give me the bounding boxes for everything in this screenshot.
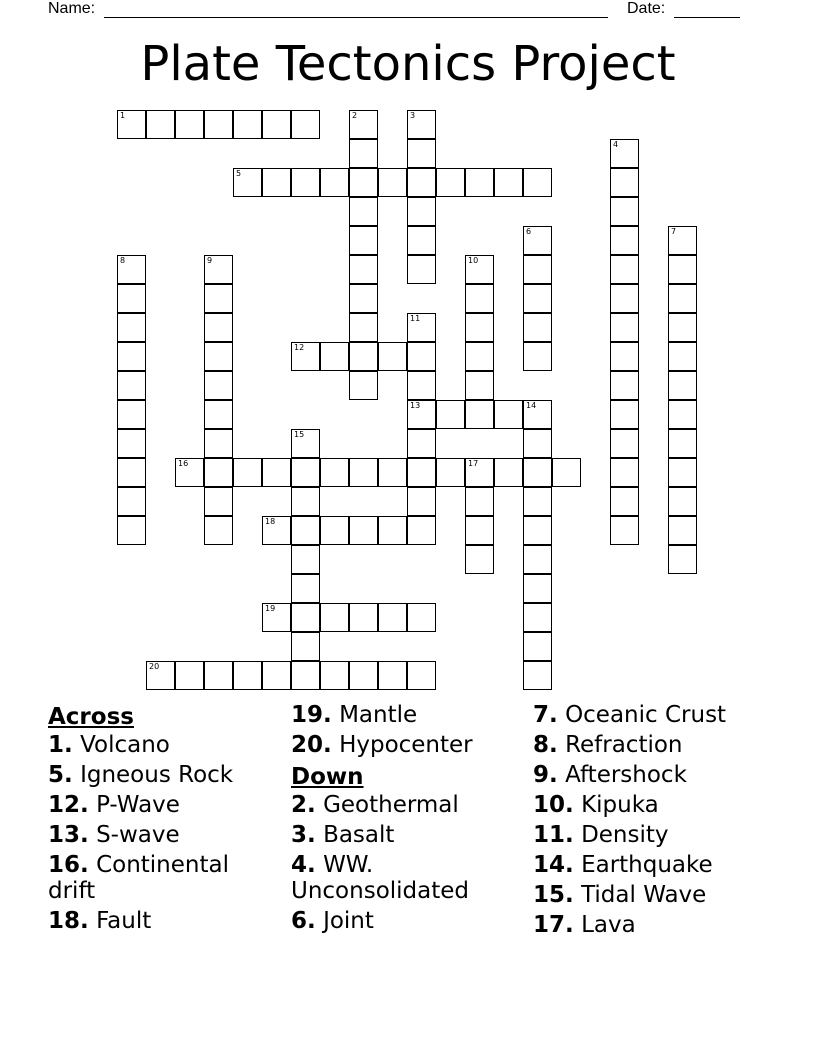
grid-cell[interactable] xyxy=(349,516,378,545)
grid-cell[interactable] xyxy=(320,458,349,487)
cell-number: 18 xyxy=(265,517,276,526)
grid-cell[interactable] xyxy=(523,342,552,371)
grid-cell[interactable] xyxy=(407,168,436,197)
grid-cell[interactable] xyxy=(494,458,523,487)
cell-number: 13 xyxy=(410,401,421,410)
grid-cell[interactable] xyxy=(668,458,697,487)
clue-text: Fault xyxy=(96,908,152,934)
grid-cell[interactable] xyxy=(407,197,436,226)
grid-cell[interactable] xyxy=(407,516,436,545)
grid-cell[interactable] xyxy=(668,284,697,313)
grid-cell[interactable] xyxy=(407,400,436,429)
grid-cell[interactable] xyxy=(494,168,523,197)
grid-cell[interactable] xyxy=(610,487,639,516)
grid-cell[interactable] xyxy=(465,516,494,545)
grid-cell[interactable] xyxy=(291,342,320,371)
clue-number: 20. xyxy=(291,732,332,758)
grid-cell[interactable] xyxy=(465,400,494,429)
clue-number: 2. xyxy=(291,792,316,818)
grid-cell[interactable] xyxy=(349,284,378,313)
clue-across-5 xyxy=(48,762,278,792)
grid-cell[interactable] xyxy=(233,168,262,197)
clue-number: 9. xyxy=(533,762,558,788)
grid-cell[interactable] xyxy=(610,255,639,284)
grid-cell[interactable] xyxy=(378,458,407,487)
clue-down-17 xyxy=(533,912,803,942)
grid-cell[interactable] xyxy=(668,342,697,371)
clue-across-12 xyxy=(48,792,278,822)
grid-cell[interactable] xyxy=(407,661,436,690)
grid-cell[interactable] xyxy=(204,458,233,487)
clue-number: 18. xyxy=(48,908,89,934)
grid-cell[interactable] xyxy=(407,226,436,255)
cell-number: 8 xyxy=(120,256,126,265)
clue-number: 19. xyxy=(291,702,332,728)
grid-cell[interactable] xyxy=(291,545,320,574)
clue-text: P-Wave xyxy=(96,792,180,818)
grid-cell[interactable] xyxy=(320,661,349,690)
grid-cell[interactable] xyxy=(465,371,494,400)
grid-cell[interactable] xyxy=(378,342,407,371)
clue-across-13 xyxy=(48,822,278,852)
clue-number: 8. xyxy=(533,732,558,758)
grid-cell[interactable] xyxy=(668,226,697,255)
grid-cell[interactable] xyxy=(465,458,494,487)
grid-cell[interactable] xyxy=(291,487,320,516)
grid-cell[interactable] xyxy=(349,342,378,371)
grid-cell[interactable] xyxy=(436,168,465,197)
grid-cell[interactable] xyxy=(523,632,552,661)
grid-cell[interactable] xyxy=(349,313,378,342)
grid-cell[interactable] xyxy=(523,400,552,429)
grid-cell[interactable] xyxy=(378,516,407,545)
clue-text: Basalt xyxy=(323,822,395,848)
grid-cell[interactable] xyxy=(436,400,465,429)
cell-number: 5 xyxy=(236,169,242,178)
clue-text: Aftershock xyxy=(565,762,687,788)
clue-down-6 xyxy=(291,908,521,938)
grid-cell[interactable] xyxy=(349,226,378,255)
clue-text: Refraction xyxy=(565,732,683,758)
grid-cell[interactable] xyxy=(349,371,378,400)
grid-cell[interactable] xyxy=(610,429,639,458)
grid-cell[interactable] xyxy=(610,458,639,487)
grid-cell[interactable] xyxy=(320,342,349,371)
grid-cell[interactable] xyxy=(291,632,320,661)
clue-text: Mantle xyxy=(339,702,418,728)
grid-cell[interactable] xyxy=(407,429,436,458)
grid-cell[interactable] xyxy=(407,139,436,168)
grid-cell[interactable] xyxy=(407,603,436,632)
grid-cell[interactable] xyxy=(233,661,262,690)
clue-column-3 xyxy=(533,702,803,942)
clue-number: 13. xyxy=(48,822,89,848)
clue-across-16 xyxy=(48,852,278,908)
name-label: Name: xyxy=(48,0,96,17)
grid-cell[interactable] xyxy=(291,429,320,458)
grid-cell[interactable] xyxy=(291,458,320,487)
clue-number: 7. xyxy=(533,702,558,728)
grid-cell[interactable] xyxy=(465,313,494,342)
page-title: Plate Tectonics Project xyxy=(140,36,676,92)
grid-cell[interactable] xyxy=(523,226,552,255)
clue-text: Kipuka xyxy=(581,792,659,818)
clue-number: 15. xyxy=(533,882,574,908)
grid-cell[interactable] xyxy=(117,371,146,400)
grid-cell[interactable] xyxy=(610,284,639,313)
clue-number: 10. xyxy=(533,792,574,818)
grid-cell[interactable] xyxy=(117,313,146,342)
grid-cell[interactable] xyxy=(349,603,378,632)
clue-text: Volcano xyxy=(80,732,170,758)
grid-cell[interactable] xyxy=(407,313,436,342)
grid-cell[interactable] xyxy=(204,371,233,400)
cell-number: 14 xyxy=(526,401,537,410)
clue-down-7 xyxy=(533,702,803,732)
grid-cell[interactable] xyxy=(204,313,233,342)
grid-cell[interactable] xyxy=(291,603,320,632)
grid-cell[interactable] xyxy=(117,110,146,139)
grid-cell[interactable] xyxy=(291,168,320,197)
grid-cell[interactable] xyxy=(668,371,697,400)
grid-cell[interactable] xyxy=(320,516,349,545)
grid-cell[interactable] xyxy=(349,255,378,284)
grid-cell[interactable] xyxy=(465,168,494,197)
grid-cell[interactable] xyxy=(175,110,204,139)
clue-text: Tidal Wave xyxy=(581,882,707,908)
grid-cell[interactable] xyxy=(262,661,291,690)
grid-cell[interactable] xyxy=(465,545,494,574)
clue-number: 14. xyxy=(533,852,574,878)
grid-cell[interactable] xyxy=(523,313,552,342)
grid-cell[interactable] xyxy=(349,168,378,197)
clue-text: WW. Unconsolidated xyxy=(291,852,470,904)
clue-down-9 xyxy=(533,762,803,792)
clue-text: Geothermal xyxy=(323,792,459,818)
cell-number: 19 xyxy=(265,604,276,613)
cell-number: 20 xyxy=(149,662,160,671)
clue-text: Igneous Rock xyxy=(80,762,234,788)
cell-number: 1 xyxy=(120,111,126,120)
grid-cell[interactable] xyxy=(407,342,436,371)
grid-cell[interactable] xyxy=(668,313,697,342)
clue-text: Joint xyxy=(323,908,374,934)
grid-cell[interactable] xyxy=(117,516,146,545)
grid-cell[interactable] xyxy=(465,342,494,371)
clue-number: 6. xyxy=(291,908,316,934)
grid-cell[interactable] xyxy=(204,342,233,371)
grid-cell[interactable] xyxy=(668,487,697,516)
grid-cell[interactable] xyxy=(668,400,697,429)
clue-down-3 xyxy=(291,822,521,852)
grid-cell[interactable] xyxy=(233,110,262,139)
grid-cell[interactable] xyxy=(523,487,552,516)
grid-cell[interactable] xyxy=(610,168,639,197)
across-heading: Across xyxy=(48,704,134,730)
grid-cell[interactable] xyxy=(146,110,175,139)
grid-cell[interactable] xyxy=(117,458,146,487)
cell-number: 6 xyxy=(526,227,532,236)
grid-cell[interactable] xyxy=(320,168,349,197)
grid-cell[interactable] xyxy=(262,168,291,197)
grid-cell[interactable] xyxy=(465,255,494,284)
cell-number: 12 xyxy=(294,343,305,352)
clue-text: Lava xyxy=(581,912,636,938)
clue-text: S-wave xyxy=(96,822,180,848)
grid-cell[interactable] xyxy=(407,110,436,139)
cell-number: 16 xyxy=(178,459,189,468)
clue-down-8 xyxy=(533,732,803,762)
down-heading: Down xyxy=(291,764,364,790)
grid-cell[interactable] xyxy=(349,661,378,690)
grid-cell[interactable] xyxy=(117,400,146,429)
grid-cell[interactable] xyxy=(465,487,494,516)
grid-cell[interactable] xyxy=(610,516,639,545)
cell-number: 9 xyxy=(207,256,213,265)
clue-number: 17. xyxy=(533,912,574,938)
grid-cell[interactable] xyxy=(204,429,233,458)
grid-cell[interactable] xyxy=(668,516,697,545)
grid-cell[interactable] xyxy=(291,661,320,690)
grid-cell[interactable] xyxy=(320,603,349,632)
clue-across-20 xyxy=(291,732,521,762)
grid-cell[interactable] xyxy=(378,661,407,690)
grid-cell[interactable] xyxy=(610,226,639,255)
clue-across-18 xyxy=(48,908,278,938)
clues-section xyxy=(0,702,816,962)
clue-down-14 xyxy=(533,852,803,882)
clue-number: 4. xyxy=(291,852,316,878)
clue-number: 12. xyxy=(48,792,89,818)
clue-text: Hypocenter xyxy=(339,732,473,758)
clue-column-2 xyxy=(291,702,521,938)
grid-cell[interactable] xyxy=(262,458,291,487)
date-label: Date: xyxy=(627,0,666,17)
grid-cell[interactable] xyxy=(523,574,552,603)
grid-cell[interactable] xyxy=(204,400,233,429)
grid-cell[interactable] xyxy=(349,458,378,487)
grid-cell[interactable] xyxy=(523,429,552,458)
grid-cell[interactable] xyxy=(523,545,552,574)
clue-number: 1. xyxy=(48,732,73,758)
grid-cell[interactable] xyxy=(494,400,523,429)
grid-cell[interactable] xyxy=(291,574,320,603)
grid-cell[interactable] xyxy=(523,255,552,284)
grid-cell[interactable] xyxy=(610,197,639,226)
grid-cell[interactable] xyxy=(523,516,552,545)
clue-text: Earthquake xyxy=(581,852,713,878)
grid-cell[interactable] xyxy=(668,255,697,284)
clue-text: Oceanic Crust xyxy=(565,702,727,728)
grid-cell[interactable] xyxy=(262,110,291,139)
clue-number: 16. xyxy=(48,852,89,878)
grid-cell[interactable] xyxy=(523,284,552,313)
grid-cell[interactable] xyxy=(291,516,320,545)
grid-cell[interactable] xyxy=(523,168,552,197)
grid-cell[interactable] xyxy=(349,197,378,226)
grid-cell[interactable] xyxy=(117,487,146,516)
clue-down-2 xyxy=(291,792,521,822)
grid-cell[interactable] xyxy=(233,458,262,487)
grid-cell[interactable] xyxy=(204,284,233,313)
grid-cell[interactable] xyxy=(436,458,465,487)
grid-cell[interactable] xyxy=(262,603,291,632)
grid-cell[interactable] xyxy=(610,400,639,429)
cell-number: 4 xyxy=(613,140,619,149)
grid-cell[interactable] xyxy=(523,661,552,690)
grid-cell[interactable] xyxy=(117,284,146,313)
grid-cell[interactable] xyxy=(668,429,697,458)
cell-number: 2 xyxy=(352,111,358,120)
clue-number: 5. xyxy=(48,762,73,788)
clue-text: Density xyxy=(581,822,669,848)
grid-cell[interactable] xyxy=(204,516,233,545)
grid-cell[interactable] xyxy=(349,110,378,139)
clue-down-10 xyxy=(533,792,803,822)
grid-cell[interactable] xyxy=(146,661,175,690)
grid-cell[interactable] xyxy=(291,110,320,139)
grid-cell[interactable] xyxy=(175,458,204,487)
clue-down-4 xyxy=(291,852,521,908)
grid-cell[interactable] xyxy=(349,139,378,168)
grid-cell[interactable] xyxy=(523,603,552,632)
grid-cell[interactable] xyxy=(610,371,639,400)
clue-text: Continental drift xyxy=(48,852,229,904)
cell-number: 15 xyxy=(294,430,305,439)
clue-across-1 xyxy=(48,732,278,762)
grid-cell[interactable] xyxy=(117,342,146,371)
grid-cell[interactable] xyxy=(552,458,581,487)
grid-cell[interactable] xyxy=(117,429,146,458)
grid-cell[interactable] xyxy=(204,255,233,284)
grid-cell[interactable] xyxy=(117,255,146,284)
clue-down-15 xyxy=(533,882,803,912)
grid-cell[interactable] xyxy=(204,487,233,516)
grid-cell[interactable] xyxy=(204,110,233,139)
cell-number: 17 xyxy=(468,459,479,468)
grid-cell[interactable] xyxy=(407,371,436,400)
grid-cell[interactable] xyxy=(407,255,436,284)
clue-number: 3. xyxy=(291,822,316,848)
grid-cell[interactable] xyxy=(378,168,407,197)
grid-cell[interactable] xyxy=(175,661,204,690)
grid-cell[interactable] xyxy=(465,284,494,313)
grid-cell[interactable] xyxy=(204,661,233,690)
grid-cell[interactable] xyxy=(407,458,436,487)
cell-number: 11 xyxy=(410,314,421,323)
cell-number: 7 xyxy=(671,227,677,236)
clue-down-11 xyxy=(533,822,803,852)
grid-cell[interactable] xyxy=(523,458,552,487)
clue-column-1 xyxy=(48,702,278,938)
grid-cell[interactable] xyxy=(610,139,639,168)
cell-number: 3 xyxy=(410,111,416,120)
grid-cell[interactable] xyxy=(610,313,639,342)
clue-number: 11. xyxy=(533,822,574,848)
grid-cell[interactable] xyxy=(262,516,291,545)
grid-cell[interactable] xyxy=(407,487,436,516)
grid-cell[interactable] xyxy=(610,342,639,371)
cell-number: 10 xyxy=(468,256,479,265)
clue-across-19 xyxy=(291,702,521,732)
grid-cell[interactable] xyxy=(668,545,697,574)
grid-cell[interactable] xyxy=(378,603,407,632)
